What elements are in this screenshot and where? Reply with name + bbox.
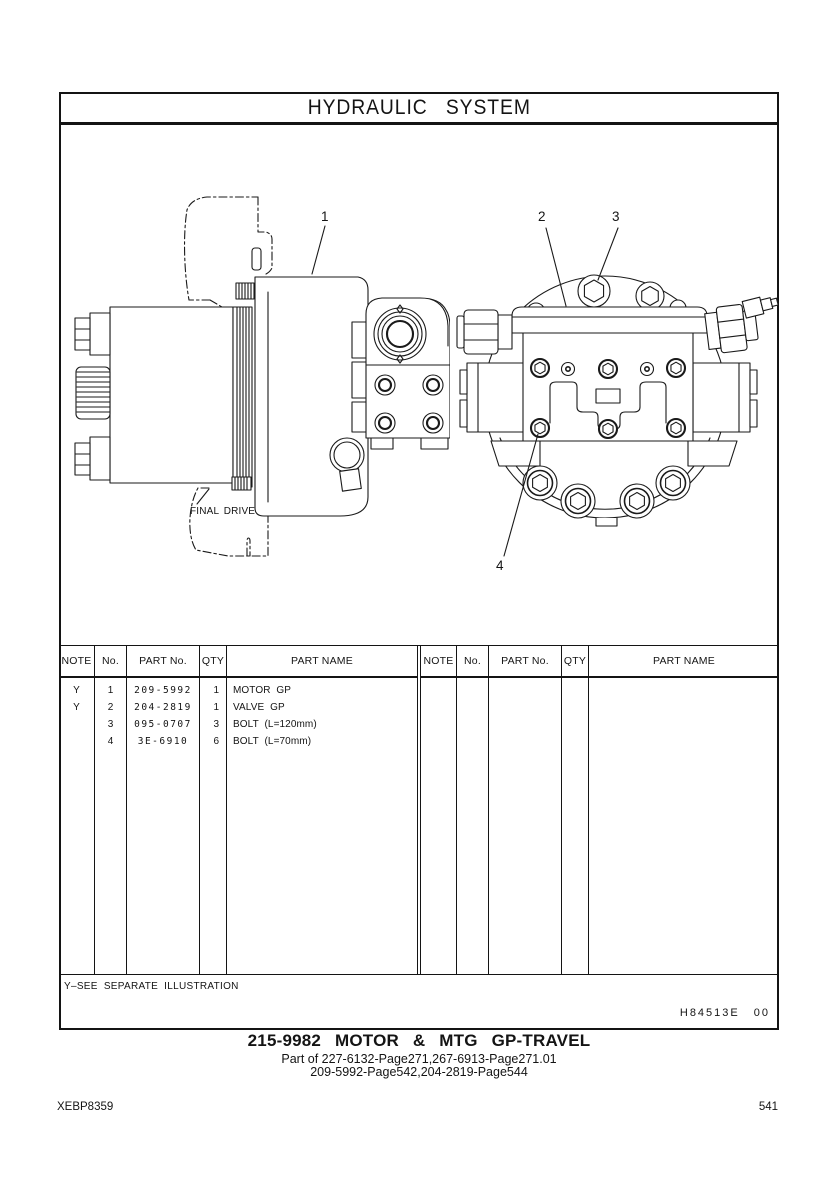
column-part-name [589,646,779,974]
drawing-revision: 00 [753,1007,770,1019]
table-cell-part-no: 204-2819 [134,702,192,713]
column-header-part-no: PART No. [127,646,199,678]
table-cell-qty: 6 [213,736,219,747]
callout-2: 2 [538,209,546,224]
column-part-no [489,646,562,974]
table-cell-part-no: 095-0707 [134,719,192,730]
final-drive-label: FINAL DRIVE [190,505,256,517]
parts-table-right-half [420,646,779,974]
drawing-number: H84513E [679,1007,740,1019]
table-cell-part-name: MOTOR GP [233,685,292,696]
table-cell-part-name: BOLT (L=120mm) [233,719,317,730]
column-header-qty: QTY [200,646,226,678]
parts-table [59,645,779,975]
table-cell-note [59,716,94,733]
left-view-drawing [70,186,450,564]
callout-1: 1 [321,209,329,224]
left-port-fitting [457,310,512,354]
drawing-code [680,1007,770,1019]
table-cell-no: 3 [107,719,114,730]
table-cell-part-no: 3E-6910 [137,736,189,747]
callout-3-leader [598,228,618,280]
page-number: 541 [758,1101,778,1113]
table-cell-no: 2 [107,702,114,713]
table-cell-note: Y [73,685,80,696]
table-cell-qty: 1 [213,685,219,696]
column-no [457,646,489,974]
table-cell-no: 1 [107,685,114,696]
note-legend: Y–SEE SEPARATE ILLUSTRATION [64,981,239,992]
column-no [95,646,127,974]
column-qty [562,646,589,974]
callout-3: 3 [612,209,620,224]
column-part-no [127,646,200,974]
part-of-reference: Part of 227-6132-Page271,267-6913-Page271.01 [281,1051,557,1066]
page-title: HYDRAULIC SYSTEM [307,96,531,119]
table-cell-part-no: 209-5992 [134,685,192,696]
table-cell-qty: 3 [213,719,219,730]
assembly-title: 215-9982 MOTOR & MTG GP-TRAVEL [247,1031,591,1050]
column-header-note: NOTE [421,646,456,678]
column-header-no: No. [95,646,126,678]
table-cell-note: Y [73,702,80,713]
column-header-part-name: PART NAME [589,646,779,678]
valve-body-band [512,307,707,333]
column-header-part-name: PART NAME [227,646,417,678]
port-block [352,298,450,449]
document-id: XEBP8359 [57,1101,114,1113]
page-references: 209-5992-Page542,204-2819-Page544 [310,1064,528,1079]
table-cell-note [59,733,94,750]
table-cell-qty: 1 [213,702,219,713]
right-view-drawing [455,186,790,590]
column-part-name [227,646,417,974]
column-note [59,646,95,974]
right-port-fitting [704,293,779,354]
final-drive-label-leader [197,489,209,504]
callout-4: 4 [496,558,504,573]
spline-coupling-band [232,283,254,490]
table-cell-part-name: VALVE GP [233,702,285,713]
callout-1-leader [312,226,325,274]
table-cell-no: 4 [107,736,114,747]
column-header-note: NOTE [59,646,94,678]
title-band [59,92,779,125]
parts-table-left-half [59,646,418,974]
column-header-qty: QTY [562,646,588,678]
column-qty [200,646,227,974]
column-header-no: No. [457,646,488,678]
column-header-part-no: PART No. [489,646,561,678]
table-cell-part-name: BOLT (L=70mm) [233,736,312,747]
column-note [421,646,457,974]
